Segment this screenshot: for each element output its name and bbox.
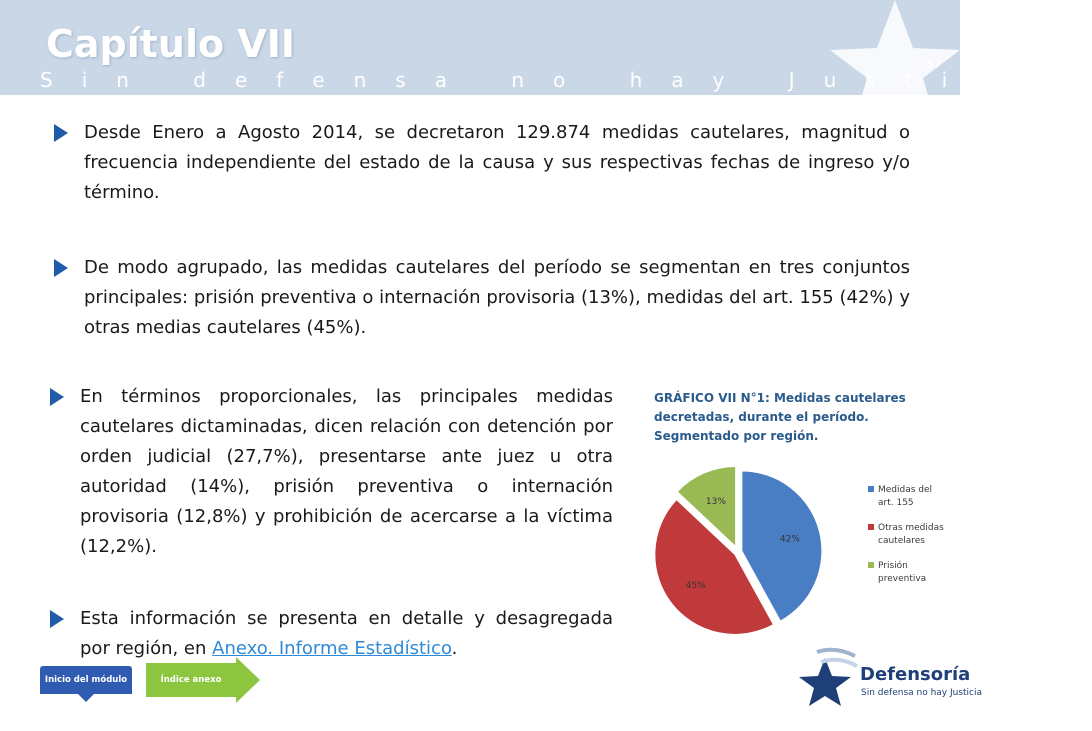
bullet-arrow-icon [50, 610, 64, 628]
bullet-3-text: En términos proporcionales, las principales medidas cautelares dictaminadas, dicen relación con detención por orden judicial (27,7%), presentarse ante juez u otra autoridad (14%), prisión preventiva o internación provisoria (12,8%) y prohibición de acercarse a la víctima (12,2%). [80, 386, 613, 557]
legend-swatch-2 [868, 524, 874, 530]
defensoria-logo [795, 646, 983, 712]
legend-swatch-1 [868, 486, 874, 492]
logo-name: Defensoría [860, 664, 971, 685]
chart-caption: GRÁFICO VII N°1: Medidas cautelares decretadas, durante el período. Segmentado por región. [654, 391, 906, 443]
pie-slice-label-1: 42% [779, 534, 800, 545]
pie-chart-svg [654, 462, 944, 652]
legend-label-1: Medidas del [878, 485, 933, 495]
legend-label-3: preventiva [878, 574, 927, 584]
bullet-1-text: Desde Enero a Agosto 2014, se decretaron 129.874 medidas cautelares, magnitud o frecuencia independiente del estado de la causa y sus respectivas fechas de ingreso y/o término. [84, 122, 910, 203]
bullet-4-text-before: Esta información se presenta en detalle y desagregada por región, en [80, 608, 613, 659]
bullet-4-text [80, 604, 613, 664]
legend-label-2: Otras medidas [878, 523, 944, 533]
legend-label-1: art. 155 [878, 498, 914, 508]
page-subtitle: Sin defensa no hay Justicia [40, 68, 1092, 92]
legend-label-2: cautelares [878, 536, 925, 546]
logo-tagline: Sin defensa no hay Justicia [861, 688, 983, 698]
header-banner [0, 0, 1092, 95]
bullet-arrow-icon [50, 388, 64, 406]
bullet-4 [80, 604, 613, 664]
bullet-arrow-icon [54, 259, 68, 277]
pie-slice-label-2: 45% [685, 580, 706, 591]
home-module-button[interactable]: Inicio del módulo [40, 666, 132, 694]
pie-chart [654, 462, 944, 656]
pie-slice-label-3: 13% [705, 496, 726, 507]
bullet-2-text: De modo agrupado, las medidas cautelares del período se segmentan en tres conjuntos principales: prisión preventiva o internación provisoria (13%), medidas del art. 155 (42%) y otras medias cautelares (45%). [84, 257, 910, 338]
bullet-arrow-icon [54, 124, 68, 142]
logo-star-icon [795, 646, 859, 712]
legend-label-3: Prisión [878, 561, 908, 571]
legend-swatch-3 [868, 562, 874, 568]
annex-link[interactable]: Anexo. Informe Estadístico [212, 638, 452, 659]
page-number: 57 [926, 58, 942, 71]
annex-index-button[interactable]: Índice anexo tablas [146, 663, 236, 697]
bullet-4-text-after: . [451, 638, 458, 659]
bullet-3 [80, 382, 613, 562]
bullet-2 [84, 253, 910, 343]
bullet-1 [84, 118, 910, 208]
page-title: Capítulo VII [46, 22, 296, 66]
